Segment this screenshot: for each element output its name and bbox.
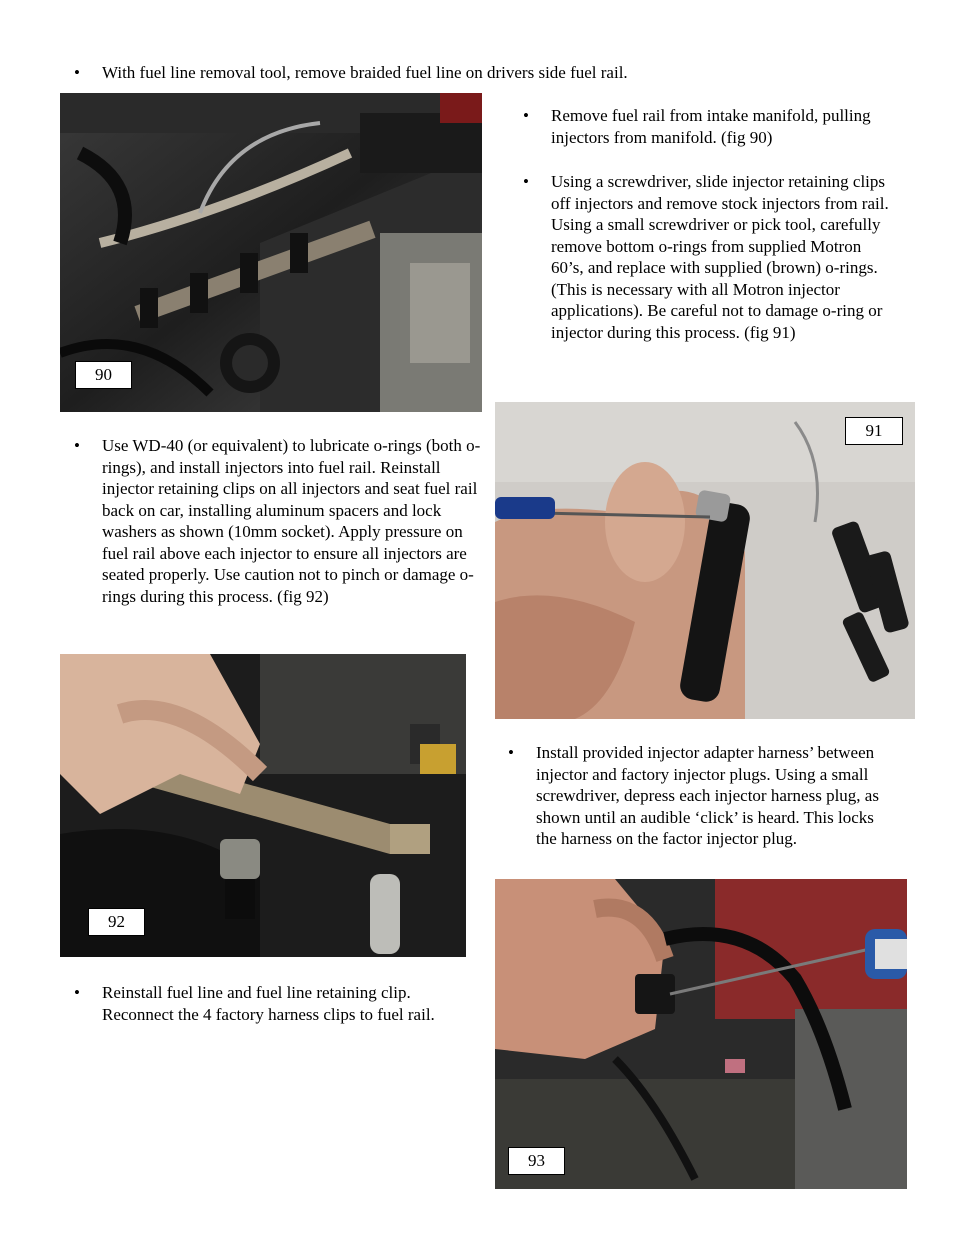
figure-93-label: 93 [508, 1147, 565, 1175]
figure-91-photo [495, 402, 915, 719]
bullet-dot: • [523, 172, 529, 191]
bullet-dot: • [74, 436, 80, 455]
injector-in-hand-image [495, 402, 915, 719]
bullet-dot: • [74, 983, 80, 1002]
figure-92-label: 92 [88, 908, 145, 936]
harness-plug-image [495, 879, 907, 1189]
bullet-dot: • [508, 743, 514, 762]
figure-93-photo [495, 879, 907, 1189]
step-3-text: Using a screwdriver, slide injector retaining clips off injectors and remove stock injectors from rail. Using a small screwdriver or pick tool, carefully remove bottom o-rings from supplied Motron 60’s, and replace with supplied (brown) o-rings. (This is necessary with all Motron injector applications). Be careful not to damage o-ring or injector during this process. (fig 91) [551, 172, 889, 342]
step-6-text: Reinstall fuel line and fuel line retaining clip. Reconnect the 4 factory harness clips to fuel rail. [102, 983, 435, 1024]
step-1-text: With fuel line removal tool, remove braided fuel line on drivers side fuel rail. [102, 63, 628, 82]
step-4-text: Use WD-40 (or equivalent) to lubricate o-rings (both o-rings), and install injectors into fuel rail. Reinstall injector retaining clips on all injectors and seat fuel rail back on car, installing aluminum spacers and lock washers as shown (10mm socket). Apply pressure on fuel rail above each injector to ensure all injectors are seated properly. Use caution not to pinch or damage o-rings during this process. (fig 92) [102, 436, 481, 606]
step-5-text: Install provided injector adapter harness’ between injector and factory injector plugs. Using a small screwdriver, depress each injector harness plug, as shown until an audible ‘click’ is heard. This locks the harness on the factor injector plug. [536, 743, 879, 848]
bullet-dot: • [523, 106, 529, 125]
figure-91-label: 91 [845, 417, 903, 445]
step-2-text: Remove fuel rail from intake manifold, pulling injectors from manifold. (fig 90) [551, 106, 871, 147]
figure-90-label: 90 [75, 361, 132, 389]
bullet-dot: • [74, 63, 80, 82]
